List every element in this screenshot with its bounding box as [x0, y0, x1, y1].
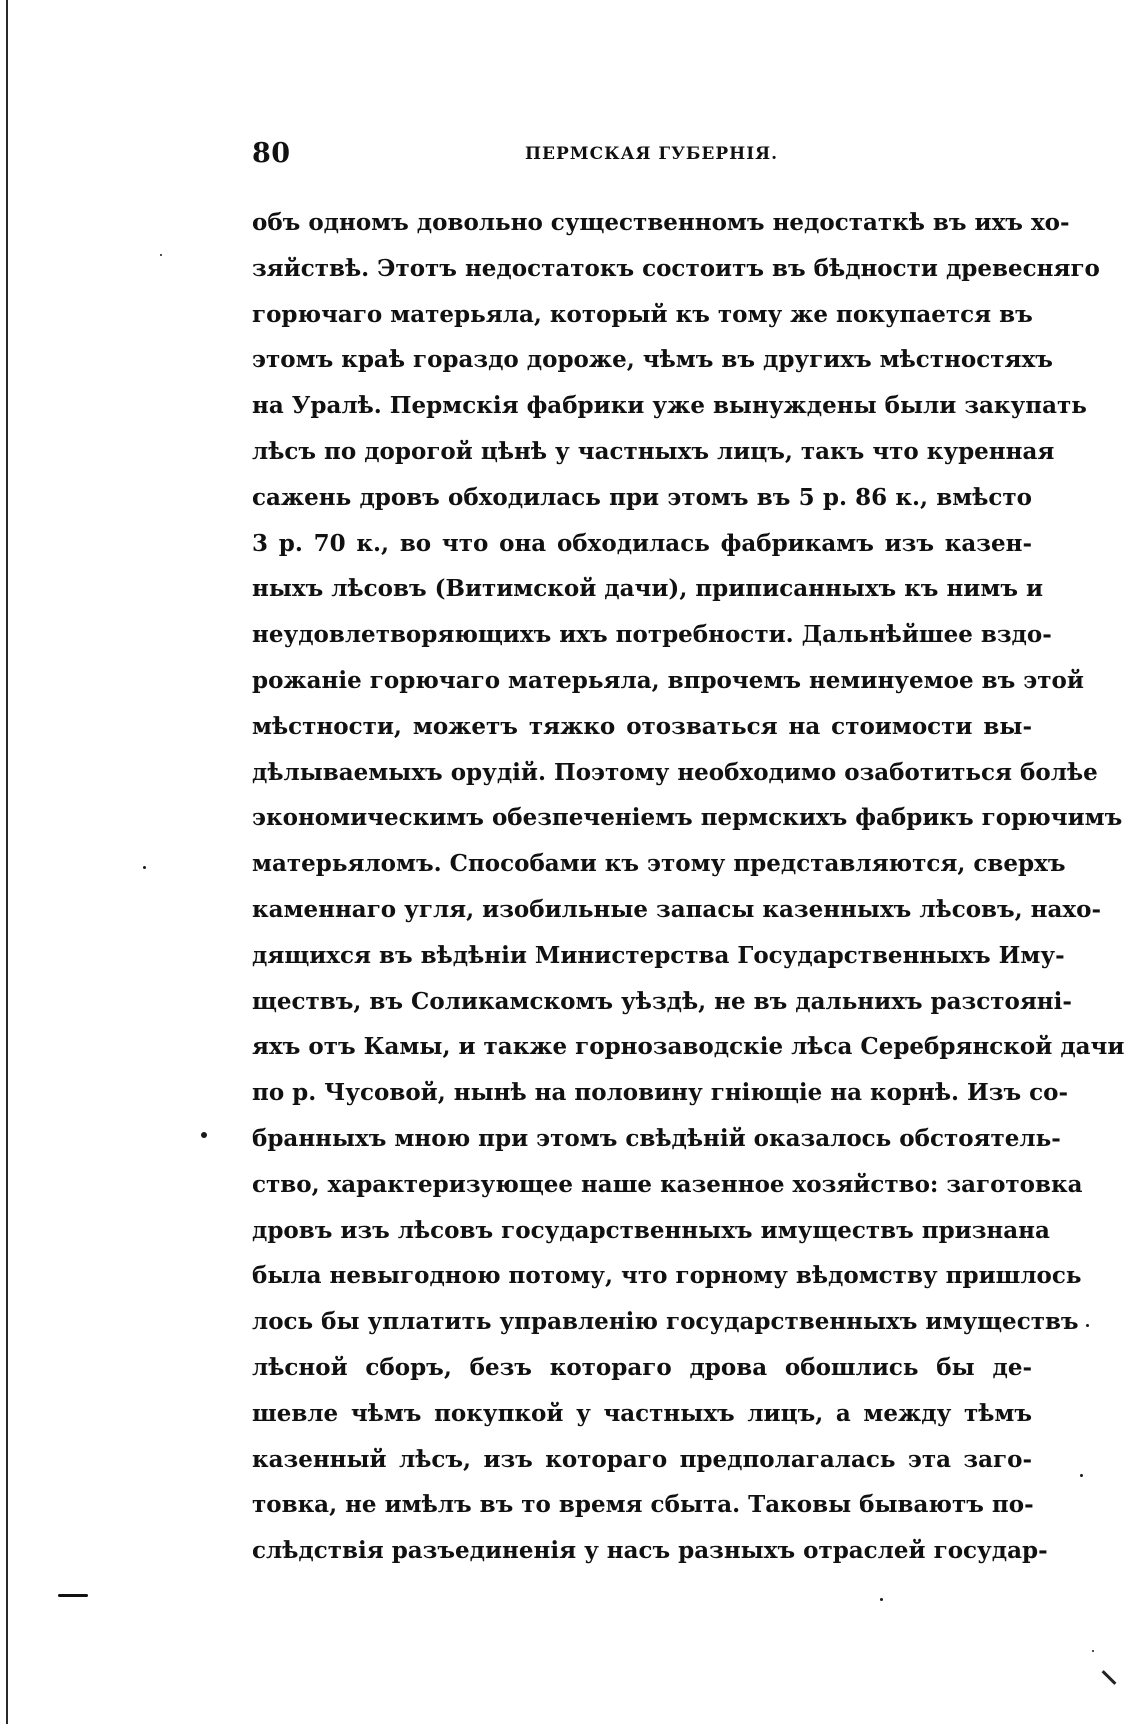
- text-line: слѣдствія разъединенія у насъ разныхъ отраслей государ-: [252, 1537, 1048, 1565]
- running-title: ПЕРМСКАЯ ГУБЕРНІЯ.: [525, 144, 779, 164]
- body-text: [252, 200, 1125, 1574]
- text-line: матерьяломъ. Способами къ этому представляются, сверхъ: [252, 850, 1066, 878]
- text-line: горючаго матерьяла, который къ тому же покупается въ: [252, 300, 1033, 328]
- text-line: неудовлетворяющихъ ихъ потребности. Дальнѣйшее вздо-: [252, 621, 1052, 649]
- scan-speck: [1092, 1650, 1094, 1652]
- scan-speck: [143, 866, 146, 869]
- text-line: товка, не имѣлъ въ то время сбыта. Таковы бываютъ по-: [252, 1491, 1034, 1519]
- scan-speck: [1086, 1324, 1089, 1327]
- text-line: дровъ изъ лѣсовъ государственныхъ имуществъ признана: [252, 1216, 1050, 1244]
- text-line: каменнаго угля, изобильные запасы казенныхъ лѣсовъ, нахо-: [252, 895, 1102, 923]
- text-line: ныхъ лѣсовъ (Витимской дачи), приписанныхъ къ нимъ и: [252, 575, 1044, 603]
- text-line: рожаніе горючаго матерьяла, впрочемъ неминуемое въ этой: [252, 666, 1084, 694]
- text-line: мѣстности, можетъ тяжко отозваться на стоимости вы-: [252, 712, 1032, 740]
- text-line: яхъ отъ Камы, и также горнозаводскіе лѣса Серебрянской дачи: [252, 1033, 1125, 1061]
- text-line: зяйствѣ. Этотъ недостатокъ состоитъ въ бѣдности древесняго: [252, 254, 1100, 282]
- text-line: сажень дровъ обходилась при этомъ въ 5 р. 86 к., вмѣсто: [252, 483, 1032, 511]
- text-line: объ одномъ довольно существенномъ недостаткѣ въ ихъ хо-: [252, 209, 1070, 236]
- text-line: лѣсъ по дорогой цѣнѣ у частныхъ лицъ, такъ что куренная: [252, 437, 1055, 465]
- text-line: экономическимъ обезпеченіемъ пермскихъ фабрикъ горючимъ: [252, 804, 1123, 832]
- text-line: ство, характеризующее наше казенное хозяйство: заготовка: [252, 1170, 1083, 1198]
- text-line: лѣсной сборъ, безъ котораго дрова обошлись бы де-: [252, 1353, 1032, 1381]
- text-line: казенный лѣсъ, изъ котораго предполагалась эта заго-: [252, 1445, 1032, 1473]
- text-line: ществъ, въ Соликамскомъ уѣздѣ, не въ дальнихъ разстояні-: [252, 987, 1072, 1015]
- scan-speck: [880, 1598, 883, 1601]
- text-line: шевле чѣмъ покупкой у частныхъ лицъ, а между тѣмъ: [252, 1399, 1032, 1427]
- text-line: была невыгодною потому, что горному вѣдомству пришлось: [252, 1262, 1082, 1290]
- scan-speck: [201, 1132, 207, 1138]
- text-line: дящихся въ вѣдѣніи Министерства Государственныхъ Иму-: [252, 941, 1065, 969]
- scan-speck: [1080, 1474, 1083, 1477]
- page-header: [252, 138, 1032, 178]
- text-line: лось бы уплатить управленію государственныхъ имуществъ: [252, 1308, 1079, 1336]
- text-line: бранныхъ мною при этомъ свѣдѣній оказалось обстоятель-: [252, 1124, 1061, 1152]
- text-line: на Уралѣ. Пермскія фабрики уже вынуждены были закупать: [252, 392, 1087, 420]
- text-line: этомъ краѣ гораздо дороже, чѣмъ въ другихъ мѣстностяхъ: [252, 346, 1053, 374]
- scan-dash-mark: [58, 1594, 88, 1597]
- text-line: по р. Чусовой, нынѣ на половину гніющіе на корнѣ. Изъ со-: [252, 1079, 1068, 1107]
- scan-corner-mark: [1102, 1670, 1117, 1685]
- page-binding-edge: [6, 0, 8, 1724]
- page-number: 80: [252, 138, 291, 169]
- text-line: дѣлываемыхъ орудій. Поэтому необходимо озаботиться болѣе: [252, 758, 1098, 786]
- text-line: 3 р. 70 к., во что она обходилась фабрикамъ изъ казен-: [252, 529, 1032, 557]
- scan-speck: [160, 254, 162, 256]
